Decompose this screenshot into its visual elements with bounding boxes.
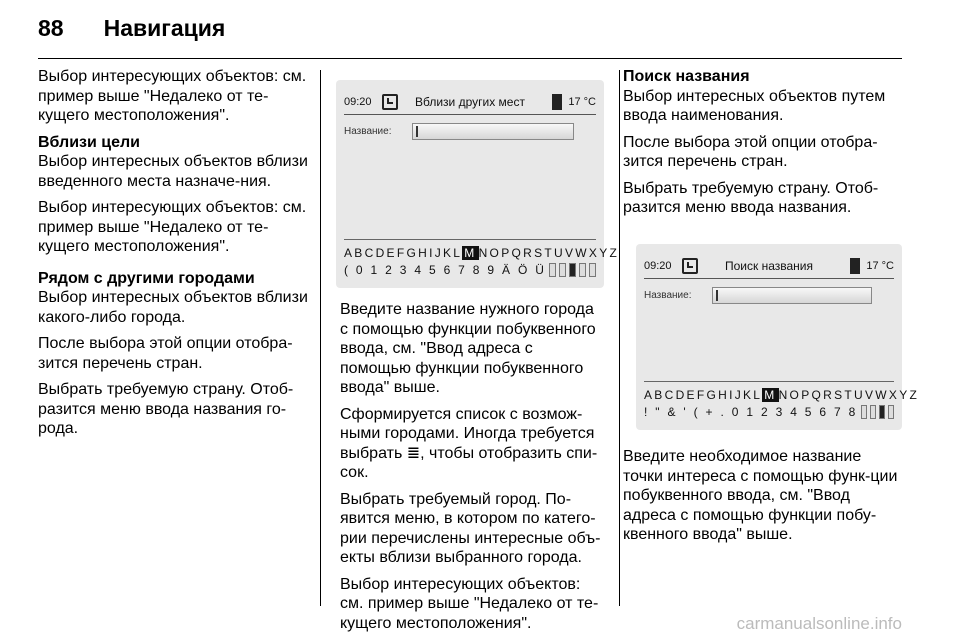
column-2 bbox=[340, 300, 604, 640]
selected-letter: M bbox=[764, 387, 777, 402]
list-icon bbox=[888, 405, 894, 419]
header-rule bbox=[38, 58, 902, 59]
case-icon bbox=[579, 263, 586, 277]
cursor-icon bbox=[870, 405, 876, 419]
display-status-bar bbox=[344, 90, 596, 115]
display-screenshot-nearby bbox=[336, 80, 620, 288]
display-status-bar bbox=[644, 254, 894, 279]
paragraph: Выбор интересующих объектов: см. пример выше "Недалеко от те-кущего местоположения". bbox=[38, 68, 307, 124]
paragraph: Выбрать требуемую страну. Отоб-разится меню ввода названия. bbox=[623, 179, 879, 216]
clock-icon bbox=[682, 258, 698, 274]
section-heading: Поиск названия bbox=[623, 68, 750, 85]
paragraph: Выбор интересных объектов вблизи введенного места назначе-ния. bbox=[38, 153, 308, 190]
column-divider bbox=[320, 70, 321, 606]
display-screenshot-name-search bbox=[636, 244, 920, 430]
display-temperature: 17 °C bbox=[840, 258, 894, 274]
column-divider bbox=[619, 70, 620, 606]
paragraph: Выбор интересующих объектов: см. пример выше "Недалеко от те-кущего местоположения". bbox=[38, 199, 307, 255]
page-title: Навигация bbox=[103, 14, 226, 41]
name-input-field bbox=[712, 287, 872, 304]
display-title: Поиск названия bbox=[725, 259, 813, 273]
thermometer-icon bbox=[552, 94, 562, 110]
paragraph: Выбор интересных объектов вблизи какого-либо города. bbox=[38, 289, 308, 326]
paragraph: Выбор интересующих объектов: см. пример выше "Недалеко от те-кущего местоположения". bbox=[340, 575, 599, 632]
paragraph: После выбора этой опции отобра-зится перечень стран. bbox=[38, 335, 293, 372]
column-1 bbox=[38, 67, 308, 446]
paragraph: После выбора этой опции отобра-зится перечень стран. bbox=[623, 133, 878, 170]
display-time: 09:20 bbox=[644, 260, 672, 272]
paragraph: Введите название нужного города с помощью функции побуквенного ввода, см. "Ввод адреса с помощью функции побуквенного ввода" выше. bbox=[340, 301, 596, 396]
watermark: carmanualsonline.info bbox=[736, 614, 902, 633]
shift-icon bbox=[549, 263, 556, 277]
clock-icon bbox=[382, 94, 398, 110]
name-input-field bbox=[412, 123, 574, 140]
paragraph: Выбрать требуемую страну. Отоб-разится меню ввода названия го-рода. bbox=[38, 381, 294, 437]
shift-icon bbox=[861, 405, 867, 419]
paragraph: Введите необходимое название точки интереса с помощью функ-ции побуквенного ввода, см. "Ввод адреса с помощью функции побу-квенного ввода" выше. bbox=[623, 448, 898, 543]
speller-keyboard bbox=[344, 239, 620, 278]
page-header bbox=[38, 8, 225, 48]
paragraph: Выбор интересных объектов путем ввода наименования. bbox=[623, 87, 886, 124]
speller-keyboard bbox=[644, 381, 920, 420]
speller-row-letters: ABCDEFGHIJKL M NOPQRSTUVWXYZ bbox=[644, 387, 920, 402]
speller-row-digits: ( 0 1 2 3 4 5 6 7 8 9 Ä Ö Ü bbox=[344, 261, 596, 278]
section-heading: Рядом с другими городами bbox=[38, 269, 255, 287]
name-label: Название: bbox=[644, 290, 692, 301]
selected-letter: M bbox=[464, 245, 477, 260]
cursor-icon bbox=[559, 263, 566, 277]
display-time: 09:20 bbox=[344, 96, 372, 108]
name-row bbox=[644, 287, 894, 304]
display-title: Вблизи других мест bbox=[415, 95, 525, 109]
delete-icon bbox=[569, 263, 576, 277]
display-temperature: 17 °C bbox=[542, 94, 596, 110]
list-icon bbox=[589, 263, 596, 277]
speller-row-letters: ABCDEFGHIJKL M NOPQRSTUVWXYZ bbox=[344, 245, 620, 260]
paragraph: Сформируется список с возмож-ными городами. Иногда требуется выбрать ≣, чтобы отобразить спи-сок. bbox=[340, 405, 598, 481]
page-number: 88 bbox=[38, 14, 64, 41]
speller-row-symbols: ! " & ' ( + . 0 1 2 3 4 5 6 7 8 bbox=[644, 403, 894, 420]
section-heading: Вблизи цели bbox=[38, 133, 141, 151]
delete-icon bbox=[879, 405, 885, 419]
name-label: Название: bbox=[344, 126, 392, 137]
paragraph: Выбрать требуемый город. По-явится меню, в котором по катего-рии перечислены интересные объ-екты вблизи выбранного города. bbox=[340, 490, 601, 566]
name-row bbox=[344, 123, 596, 140]
thermometer-icon bbox=[850, 258, 860, 274]
